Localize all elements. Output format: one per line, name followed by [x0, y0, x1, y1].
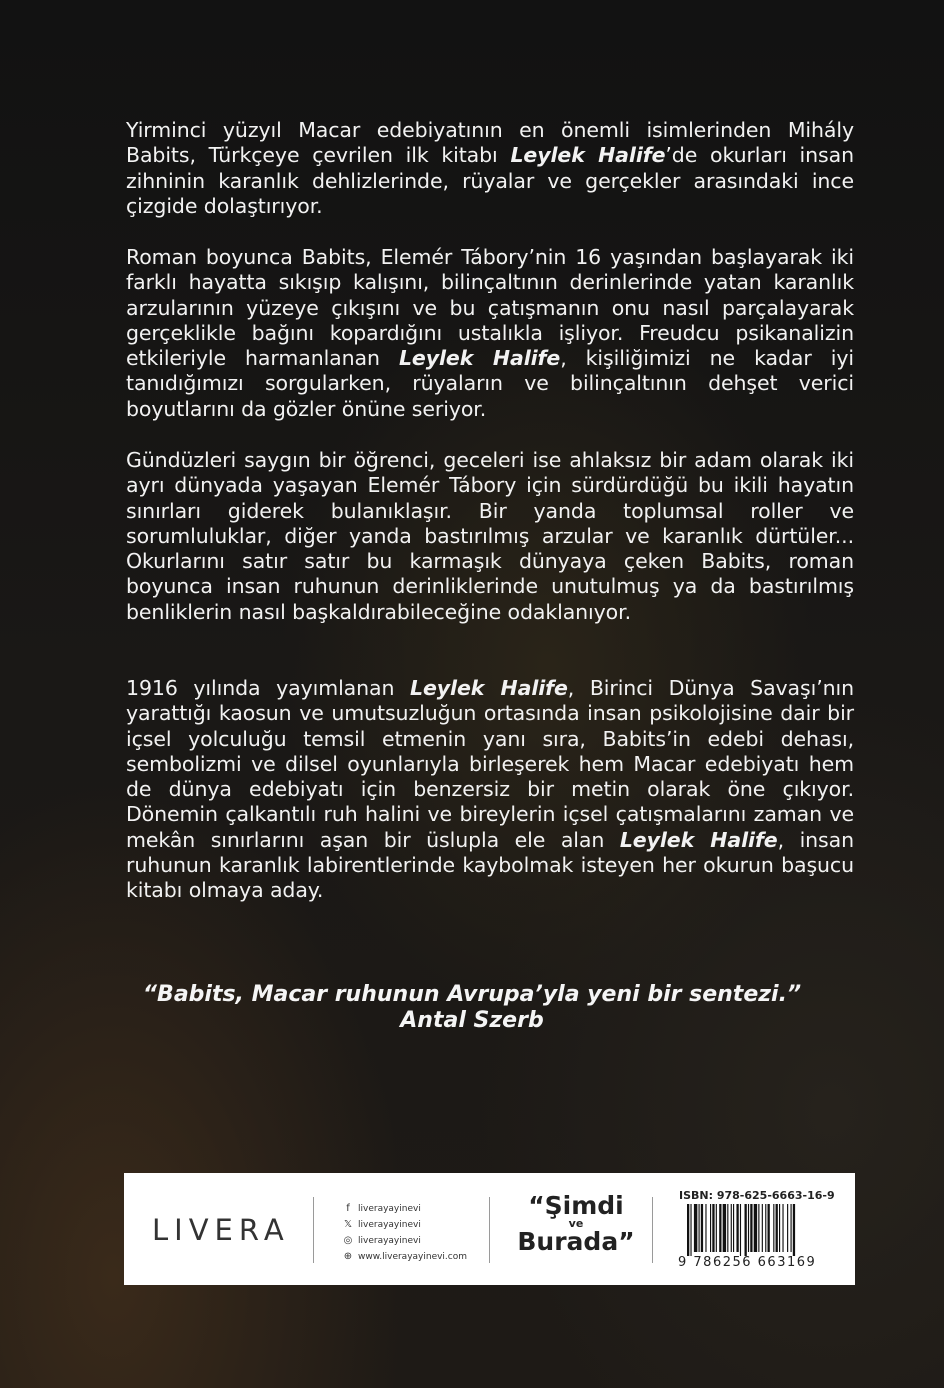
slogan-line: “Şimdi	[528, 1191, 624, 1220]
paragraph-text: ’de okurları insan zihninin karanlık dehlizlerinde, rüyalar ve gerçekler arasındaki ince çizgide dolaştırıyor.	[126, 143, 854, 218]
paragraph-text: Roman boyunca Babits, Elemér Tábory’nin 16 yaşından başlayarak iki farklı hayatta sıkışıp kalışını, bilinçaltının derinlerinde yatan karanlık arzularının yüzeye çıkışını ve bu çatışmanın onu nasıl parçalayarak gerçeklikle bağını kopardığını ustalıkla işliyor. Freudcu psikanalizin etkileriyle harmanlanan	[126, 245, 854, 371]
barcode-icon	[687, 1204, 837, 1256]
barcode-bar	[716, 1204, 717, 1252]
barcode-bar	[740, 1204, 741, 1256]
divider	[652, 1197, 653, 1263]
barcode-bar	[782, 1204, 783, 1252]
barcode-bar	[748, 1204, 749, 1252]
barcode-bar	[712, 1204, 714, 1252]
barcode-bar	[733, 1204, 734, 1252]
social-label: liverayayinevi	[358, 1220, 421, 1230]
social-facebook[interactable]	[342, 1201, 467, 1217]
instagram-icon: ◎	[343, 1235, 353, 1246]
book-title: Leylek Halife	[410, 676, 568, 700]
series-slogan	[502, 1193, 650, 1255]
social-label: www.liverayayinevi.com	[358, 1252, 468, 1262]
paragraph-significance	[126, 676, 854, 904]
book-title: Leylek Halife	[619, 827, 778, 852]
x-icon: 𝕏	[343, 1219, 353, 1230]
social-links	[342, 1201, 467, 1265]
paragraph-text: Gündüzleri saygın bir öğrenci, geceleri ise ahlaksız bir adam olarak iki ayrı dünyada yaşayan Elemér Tábory için sürdürdüğü bu ikili hayatın sınırları giderek bulanıklaşır. Bir yanda toplumsal roller ve sorumluluklar, diğer yanda bastırılmış arzular ve karanlık dürtüler... Okurlarını satır satır bu karmaşık dünyaya çeken Babits, roman boyunca insan ruhunun derinliklerinde unutulmuş ya da bastırılmış benliklerin nasıl başkaldırabileceğine odaklanıyor.	[126, 448, 854, 624]
slogan-connector: ve	[568, 1217, 584, 1230]
barcode-bar	[723, 1204, 726, 1252]
facebook-icon: f	[346, 1203, 350, 1214]
barcode-number: 9 786256 663169	[678, 1255, 817, 1270]
barcode-bar	[727, 1204, 728, 1252]
paragraph-text: 1916 yılında yayımlanan	[126, 676, 410, 700]
social-label: liverayayinevi	[358, 1236, 421, 1246]
divider	[313, 1197, 314, 1263]
barcode-bar	[791, 1204, 792, 1252]
pull-quote	[0, 982, 944, 1034]
barcode-bar	[787, 1204, 788, 1252]
barcode-bar	[765, 1204, 766, 1252]
paragraph-plot	[126, 245, 854, 422]
barcode-bar	[745, 1204, 747, 1256]
barcode-bar	[687, 1204, 689, 1256]
paragraph-intro	[126, 118, 854, 219]
barcode-bar	[710, 1204, 711, 1252]
barcode-bar	[705, 1204, 706, 1252]
quote-author: Antal Szerb	[400, 1008, 544, 1033]
isbn-label: ISBN: 978-625-6663-16-9	[679, 1189, 835, 1202]
social-website[interactable]	[342, 1249, 467, 1265]
quote-text: “Babits, Macar ruhunun Avrupa’yla yeni bir sentezi.”	[142, 982, 802, 1007]
barcode-bar	[762, 1204, 763, 1252]
barcode-bar	[779, 1204, 780, 1252]
barcode-bar	[754, 1204, 757, 1252]
divider	[489, 1197, 490, 1263]
barcode-bar	[736, 1204, 738, 1252]
social-label: liverayayinevi	[358, 1204, 421, 1214]
barcode-bar	[768, 1204, 770, 1252]
paragraph-text: , Birinci Dünya Savaşı’nın yarattığı kaosun ve umutsuzluğun ortasında insan psikolojisine dair bir içsel yolculuğu temsil etmenin yanı sıra, Babits’in edebi dehası, sembolizmi ve dilsel oyunlarıyla birleşerek hem Macar edebiyatı hem de dünya edebiyatı için benzersiz bir metin olarak öne çıkıyor. Dönemin çalkantılı ruh halini ve bireylerin içsel çatışmalarını zaman ve mekân sınırlarını aşan bir üslupla ele alan	[126, 676, 854, 852]
barcode-bar	[694, 1204, 697, 1252]
barcode-bar	[750, 1204, 752, 1252]
publisher-logo: LIVERA	[152, 1213, 290, 1247]
globe-icon: ⊕	[343, 1251, 353, 1262]
book-title: Leylek Halife	[510, 143, 666, 168]
paragraph-text: , insan ruhunun karanlık labirentlerinde kaybolmak isteyen her okurun başucu kitabı olmaya aday.	[126, 827, 854, 903]
barcode-bar	[699, 1204, 700, 1252]
barcode-bar	[690, 1204, 691, 1256]
slogan-line: Burada”	[517, 1227, 635, 1256]
barcode-bar	[731, 1204, 732, 1252]
barcode-bar	[776, 1204, 778, 1252]
publisher-footer	[124, 1173, 855, 1285]
social-instagram[interactable]	[342, 1233, 467, 1249]
barcode-bar	[773, 1204, 774, 1252]
barcode-bar	[701, 1204, 703, 1252]
paragraph-text: Yirminci yüzyıl Macar edebiyatının en önemli isimlerinden Mihály Babits, Türkçeye çevrilen ilk kitabı	[126, 118, 854, 168]
barcode-bar	[719, 1204, 721, 1252]
paragraph-text: , kişiliğimizi ne kadar iyi tanıdığımızı sorgularken, rüyaların ve bilinçaltının dehşet verici boyutlarını da gözler önüne seriyor.	[126, 346, 854, 421]
barcode-bar	[758, 1204, 759, 1252]
barcode-bar	[793, 1204, 795, 1256]
book-title: Leylek Halife	[398, 346, 561, 371]
paragraph-double-life	[126, 448, 854, 625]
social-x[interactable]	[342, 1217, 467, 1233]
